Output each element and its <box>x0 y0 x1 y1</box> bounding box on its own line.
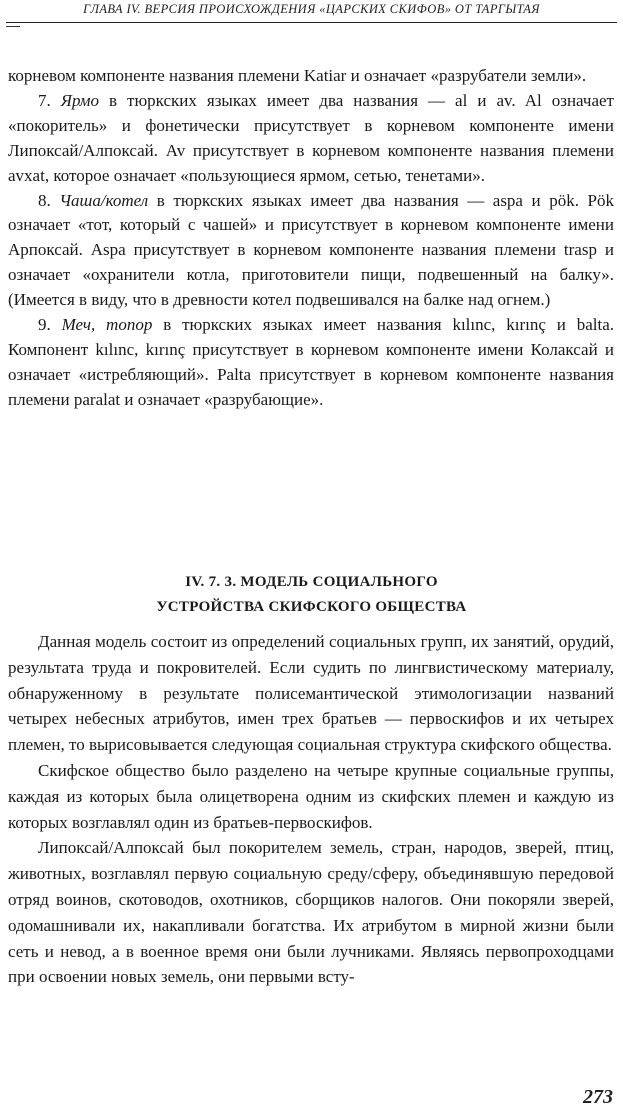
section-heading <box>0 570 623 620</box>
item-text: в тюркских языках имеет два названия — aspa и pök. Pök означает «тот, который с чашей» и присутствует в корневом компоненте имени Арпоксай. Aspa присутствует в корневом компоненте названия племени trasp и означает «охранители котла, приготовители пищи, подвешенный на балку». (Имеется в виду, что в древности котел подвешивался на балке над огнем.) <box>8 190 614 310</box>
header-rule <box>6 22 617 23</box>
header-rule-mark <box>6 26 20 27</box>
paragraph-continued: корневом компоненте названия племени Katiar и означает «разрубатели земли». <box>8 66 587 85</box>
item-text: в тюркских языках имеет два названия — al и av. Al означает «покоритель» и фонетически присутствует в корневом компоненте имени Липоксай/Алпоксай. Av присутствует в корневом компоненте названия племени avxat, которое означает «пользующиеся ярмом, сетью, тенетами». <box>8 90 614 185</box>
paragraph-9 <box>8 313 614 413</box>
body-paragraph: Данная модель состоит из определений социальных групп, их занятий, орудий, результата труда и покровителей. Если судить по лингвистическому материалу, обнаруженному в результате полисемантической этимологизации названий четырех небесных атрибутов, имен трех братьев — первоскифов и их четырех племен, то вырисовывается следующая социальная структура скифского общества. <box>8 632 614 755</box>
body-paragraph: Липоксай/Алпоксай был покорителем земель, стран, народов, зверей, птиц, животных, возглавлял первую социальную среду/сферу, объединявшую передовой отряд воинов, скотоводов, охотников, сборщиков налогов. Они покоряли зверей, одомашнивали их, накапливали богатства. Их атрибутом в мирной жизни были сеть и невод, а в военное время они были лучниками. Являясь первопроходцами при освоении новых земель, они первыми всту- <box>8 838 614 987</box>
body-paragraph: Скифское общество было разделено на четыре крупные социальные группы, каждая из которых была олицетворена одним из скифских племен и каждую из которых возглавлял один из братьев-первоскифов. <box>8 760 614 832</box>
paragraph-8 <box>8 189 614 314</box>
running-header: ГЛАВА IV. ВЕРСИЯ ПРОИСХОЖДЕНИЯ «ЦАРСКИХ СКИФОВ» ОТ ТАРГЫТАЯ <box>83 2 540 16</box>
section-heading-line2: УСТРОЙСТВА СКИФСКОГО ОБЩЕСТВА <box>156 599 467 615</box>
item-term: Ярмо <box>60 90 99 110</box>
item-term: Чаша/котел <box>59 190 149 210</box>
section-heading-line1: IV. 7. 3. МОДЕЛЬ СОЦИАЛЬНОГО <box>185 574 438 590</box>
body-text-block <box>8 629 614 990</box>
item-number: 8. <box>38 190 51 210</box>
item-text: в тюркских языках имеет названия kılınc, kırınç и balta. Компонент kılınc, kırınç присутствует в корневом компоненте имени Колаксай и означает «истребляющий». Palta присутствует в корневом компоненте названия племени paralat и означает «разрубающие». <box>8 315 614 409</box>
item-number: 7. <box>38 90 51 110</box>
item-term: Меч, топор <box>61 315 153 335</box>
paragraph-7 <box>8 89 614 189</box>
item-number: 9. <box>38 315 51 335</box>
page-number: 273 <box>583 1086 613 1108</box>
top-text-block <box>8 64 614 413</box>
